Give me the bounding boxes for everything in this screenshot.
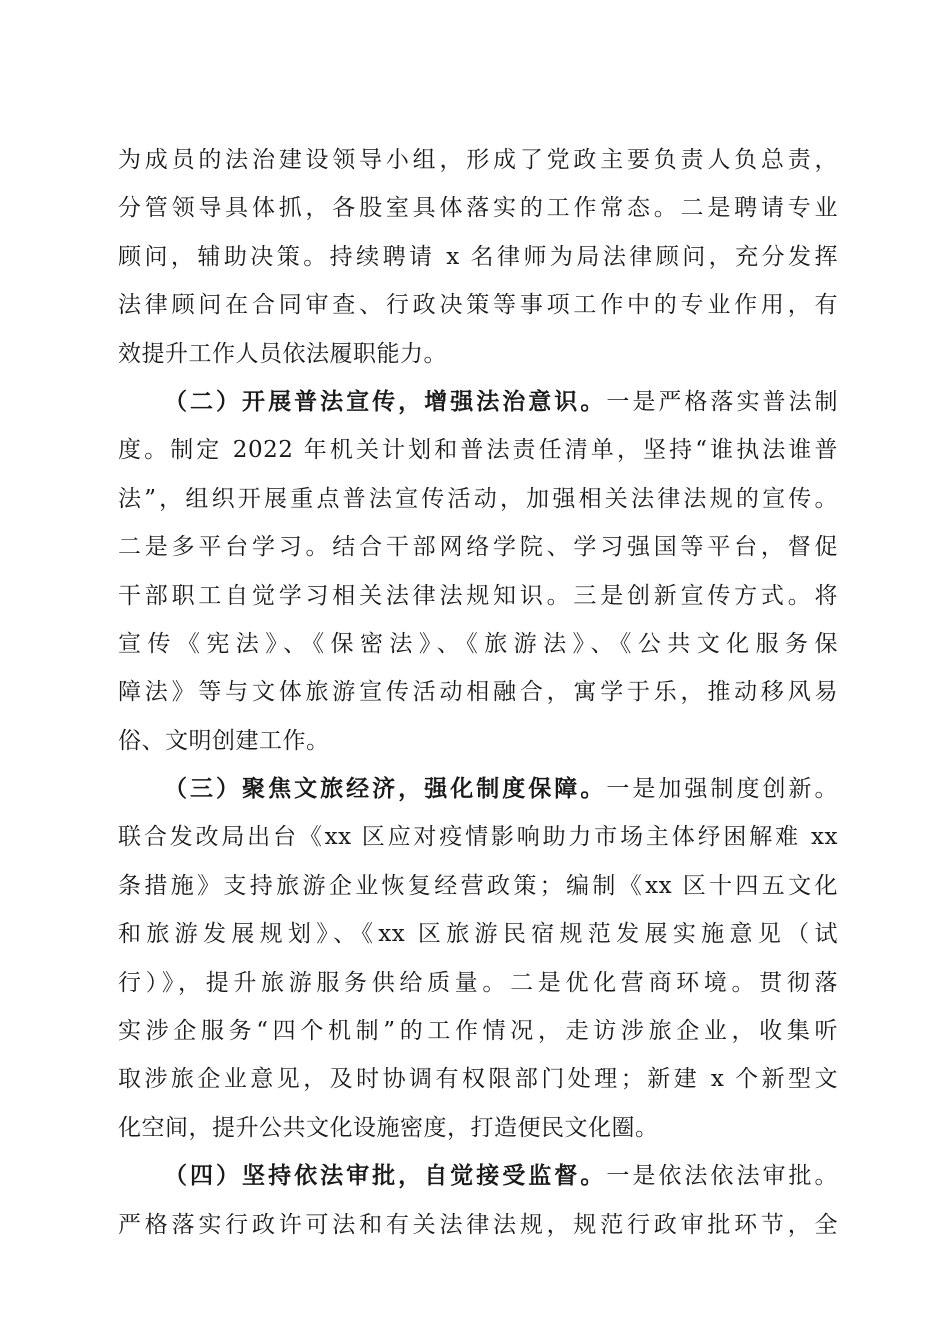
text-line: 为成员的法治建设领导小组，形成了党政主要负责人负总责，: [118, 147, 838, 173]
text-line: 条措施》支持旅游企业恢复经营政策；编制《xx 区十四五文化: [118, 872, 838, 899]
text-line: 严格落实行政许可法和有关法律法规，规范行政审批环节，全: [118, 1211, 838, 1238]
text-line: 和旅游发展规划》、《xx 区旅游民宿规范发展实施意见（试: [118, 921, 838, 948]
paragraph-first-line: [118, 1152, 838, 1200]
text-line: 俗、文明创建工作。: [118, 727, 330, 754]
paragraph-first-line: [118, 765, 838, 813]
text-line: 联合发改局出台《xx 区应对疫情影响助力市场主体纾困解难 xx: [118, 824, 838, 851]
document-page: [118, 136, 838, 1249]
text-line: 分管领导具体抓，各股室具体落实的工作常态。二是聘请专业: [118, 195, 838, 222]
text-line: 顾问，辅助决策。持续聘请 x 名律师为局法律顾问，充分发挥: [118, 243, 838, 270]
text-span: 一是严格落实普法制: [606, 388, 839, 415]
text-line: 行）》，提升旅游服务供给质量。二是优化营商环境。贯彻落: [118, 969, 838, 996]
text-line: 干部职工自觉学习相关法律法规知识。三是创新宣传方式。将: [118, 582, 838, 609]
section-heading: （三）聚焦文旅经济，强化制度保障。: [164, 775, 607, 803]
text-line: 二是多平台学习。结合干部网络学院、学习强国等平台，督促: [118, 534, 838, 561]
text-span: 一是加强制度创新。: [606, 776, 839, 803]
paragraph-legal-publicity: [118, 378, 838, 765]
text-line: 实涉企服务“四个机制”的工作情况，走访涉旅企业，收集听: [118, 1018, 838, 1045]
paragraph-approval-supervision: [118, 1152, 838, 1249]
text-line: 障法》等与文体旅游宣传活动相融合，寓学于乐，推动移风易: [118, 679, 838, 706]
text-line: 化空间，提升公共文化设施密度，打造便民文化圈。: [118, 1114, 659, 1141]
text-line: 法律顾问在合同审查、行政决策等事项工作中的专业作用，有: [118, 292, 838, 319]
text-line: 法”，组织开展重点普法宣传活动，加强相关法律法规的宣传。: [118, 485, 838, 512]
text-line: 效提升工作人员依法履职能力。: [118, 340, 447, 367]
paragraph-continuation: [118, 136, 838, 378]
text-line: 度。制定 2022 年机关计划和普法责任清单，坚持“谁执法谁普: [118, 437, 838, 464]
paragraph-first-line: [118, 378, 838, 426]
section-heading: （四）坚持依法审批，自觉接受监督。: [164, 1162, 607, 1190]
text-line: 取涉旅企业意见，及时协调有权限部门处理；新建 x 个新型文: [118, 1066, 838, 1093]
section-heading: （二）开展普法宣传，增强法治意识。: [164, 387, 607, 415]
paragraph-tourism-economy: [118, 765, 838, 1152]
text-span: 一是依法依法审批。: [606, 1163, 839, 1190]
text-line: 宣传《宪法》、《保密法》、《旅游法》、《公共文化服务保: [118, 630, 838, 657]
